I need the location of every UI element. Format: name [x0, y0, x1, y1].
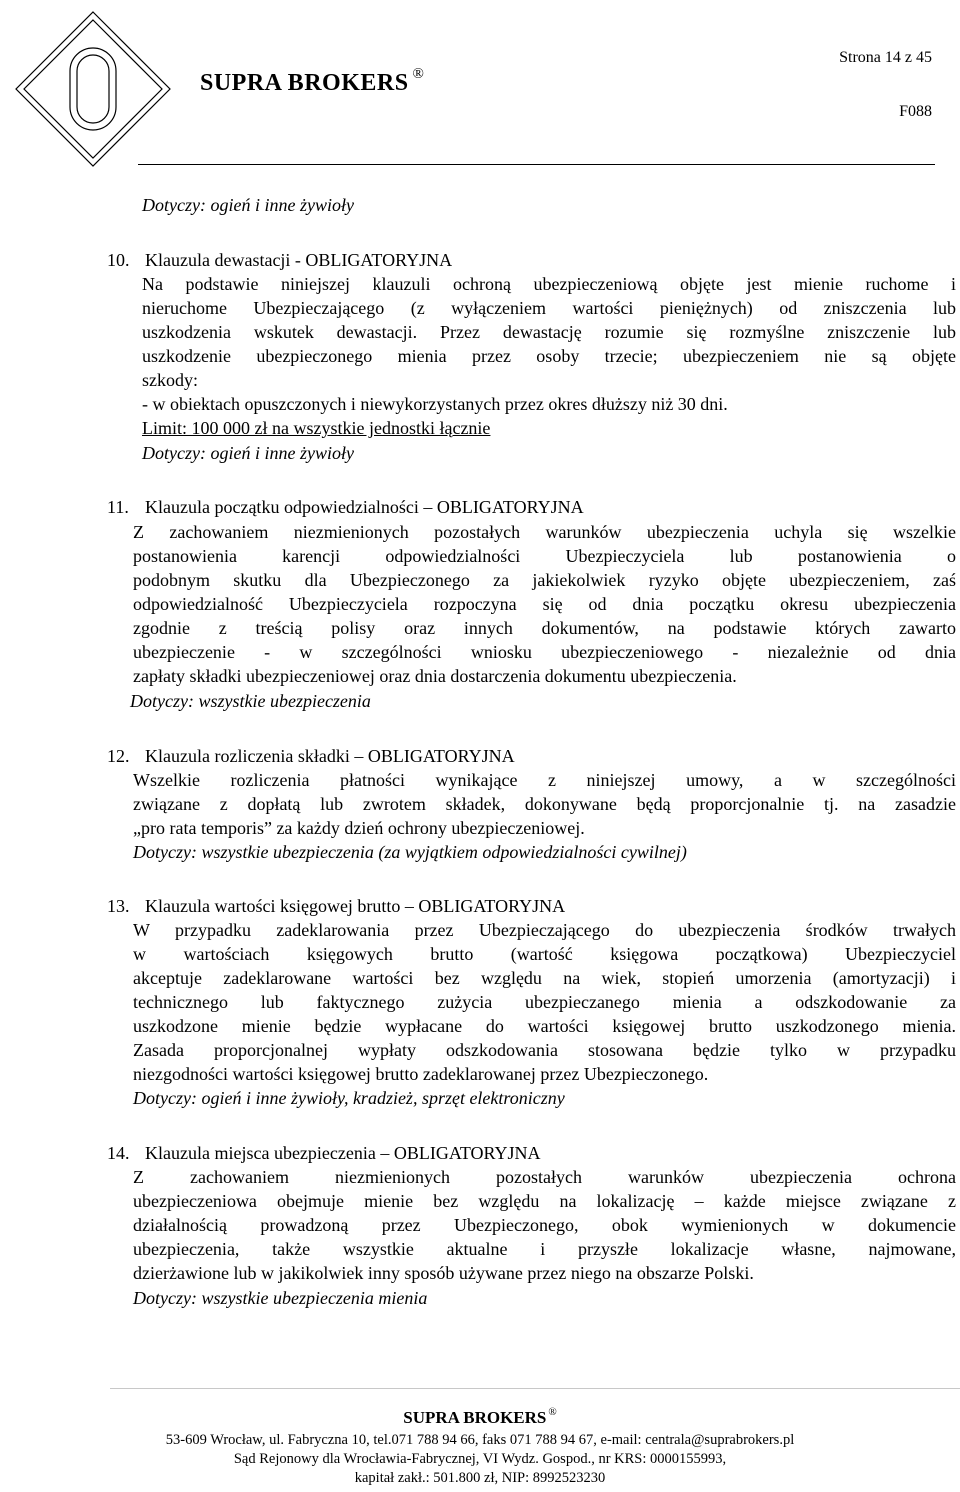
- footer-address: 53-609 Wrocław, ul. Fabryczna 10, tel.071 788 94 66, faks 071 788 94 67, e-mail: centrala@suprabrokers.pl: [165, 1432, 795, 1448]
- paragraph-line: Zasada proporcjonalnej wypłaty odszkodowania stosowana będzie tylko w przypadku: [133, 1040, 956, 1060]
- paragraph-line: Z zachowaniem niezmienionych pozostałych warunków ubezpieczenia uchyla się wszelkie: [133, 522, 956, 542]
- section-10-limit: Limit: 100 000 zł na wszystkie jednostki łącznie: [142, 418, 491, 438]
- paragraph-line: - w obiektach opuszczonych i niewykorzystanych przez okres dłuższy niż 30 dni.: [142, 394, 728, 414]
- paragraph-line: zgodnie z treścią polisy oraz innych dokumentów, na podstawie których zawarto: [133, 618, 956, 638]
- paragraph-line: akceptuje zadeklarowane wartości bez względu na wiek, stopień umorzenia (amortyzacji) i: [133, 968, 956, 988]
- section-12-applies: Dotyczy: wszystkie ubezpieczenia (za wyjątkiem odpowiedzialności cywilnej): [133, 842, 687, 862]
- paragraph-line: zapłaty składki ubezpieczeniowej oraz dnia dostarczenia dokumentu ubezpieczenia.: [133, 666, 737, 686]
- paragraph-line: dzierżawione lub w jakikolwiek inny sposób używane przez niego na obszarze Polski.: [133, 1263, 754, 1283]
- paragraph-line: Z zachowaniem niezmienionych pozostałych warunków ubezpieczenia ochrona: [133, 1167, 956, 1187]
- section-11-heading: 11. Klauzula początku odpowiedzialności – OBLIGATORYJNA: [107, 497, 584, 517]
- section-10-applies: Dotyczy: ogień i inne żywioły: [142, 443, 354, 463]
- paragraph-line: odpowiedzialność Ubezpieczyciela rozpoczyna się od dnia początku okresu ubezpieczenia: [133, 594, 956, 614]
- paragraph-line: związane z dopłatą lub zwrotem składek, dokonywane będą proporcjonalnie tj. na zasadzie: [133, 794, 956, 814]
- paragraph-line: podobnym skutku dla Ubezpieczonego za jakiekolwiek ryzyko objęte ubezpieczeniem, zaś: [133, 570, 956, 590]
- paragraph-line: ubezpieczenie - w szczególności wniosku ubezpieczeniowego - niezależnie od dnia: [133, 642, 956, 662]
- paragraph-line: działalnością prowadzoną przez Ubezpieczonego, obok wymienionych w dokumencie: [133, 1215, 956, 1235]
- paragraph-line: w wartościach księgowych brutto (wartość księgowa początkowa) Ubezpieczyciel: [133, 944, 956, 964]
- section-11-applies: Dotyczy: wszystkie ubezpieczenia: [130, 691, 371, 711]
- page-number: Strona 14 z 45: [839, 49, 932, 66]
- paragraph-line: uszkodzone mienie będzie wypłacane do wartości księgowej brutto uszkodzonego mienia.: [133, 1016, 956, 1036]
- paragraph-line: nieruchome Ubezpieczającego (z wyłączeniem wartości pieniężnych) od zniszczenia lub: [142, 298, 956, 318]
- paragraph-line: ubezpieczeniowa obejmuje mienie bez względu na lokalizację – każde miejsce związane z: [133, 1191, 956, 1211]
- document-code: F088: [899, 103, 932, 120]
- footer-brand: SUPRA BROKERS ®: [403, 1406, 557, 1427]
- footer-court: Sąd Rejonowy dla Wrocławia-Fabrycznej, VI Wydz. Gospod., nr KRS: 0000155993,: [233, 1451, 727, 1467]
- paragraph-line: szkody:: [142, 370, 198, 390]
- intro-applies: Dotyczy: ogień i inne żywioły: [142, 195, 354, 215]
- registered-mark: ®: [412, 66, 425, 82]
- section-13-applies: Dotyczy: ogień i inne żywioły, kradzież, sprzęt elektroniczny: [133, 1088, 565, 1108]
- footer-divider: [110, 1388, 960, 1389]
- paragraph-line: uszkodzenie ubezpieczonego mienia przez osoby trzecie; ubezpieczeniem nie są objęte: [142, 346, 956, 366]
- supra-brokers-logo-icon: [14, 10, 172, 168]
- paragraph-line: ubezpieczenia, także wszystkie aktualne i przyszłe lokalizacje własne, najmowane,: [133, 1239, 956, 1259]
- section-14-heading: 14. Klauzula miejsca ubezpieczenia – OBLIGATORYJNA: [107, 1143, 541, 1163]
- paragraph-line: postanowienia karencji odpowiedzialności Ubezpieczyciela lub postanowienia o: [133, 546, 956, 566]
- paragraph-line: „pro rata temporis” za każdy dzień ochrony ubezpieczeniowej.: [133, 818, 585, 838]
- paragraph-line: W przypadku zadeklarowania przez Ubezpieczającego do ubezpieczenia środków trwałych: [133, 920, 956, 940]
- section-13-heading: 13. Klauzula wartości księgowej brutto – OBLIGATORYJNA: [107, 896, 566, 916]
- paragraph-line: Wszelkie rozliczenia płatności wynikające z niniejszej umowy, a w szczególności: [133, 770, 956, 790]
- section-12-heading: 12. Klauzula rozliczenia składki – OBLIGATORYJNA: [107, 746, 515, 766]
- footer-capital: kapitał zakł.: 501.800 zł, NIP: 8992523230: [354, 1470, 606, 1486]
- section-10-heading: 10. Klauzula dewastacji - OBLIGATORYJNA: [107, 250, 453, 270]
- paragraph-line: Na podstawie niniejszej klauzuli ochroną ubezpieczeniową objęte jest mienie ruchome i: [142, 274, 956, 294]
- paragraph-line: niezgodności wartości księgowej brutto zadeklarowanej przez Ubezpieczonego.: [133, 1064, 709, 1084]
- header-brand: SUPRA BROKERS ®: [200, 66, 425, 96]
- paragraph-line: uszkodzenia wskutek dewastacji. Przez dewastację rozumie się rozmyślne zniszczenie lub: [142, 322, 956, 342]
- section-14-applies: Dotyczy: wszystkie ubezpieczenia mienia: [133, 1288, 428, 1308]
- registered-mark: ®: [548, 1406, 557, 1418]
- paragraph-line: technicznego lub faktycznego zużycia ubezpieczanego mienia a odszkodowanie za: [133, 992, 956, 1012]
- header-divider: [138, 164, 935, 165]
